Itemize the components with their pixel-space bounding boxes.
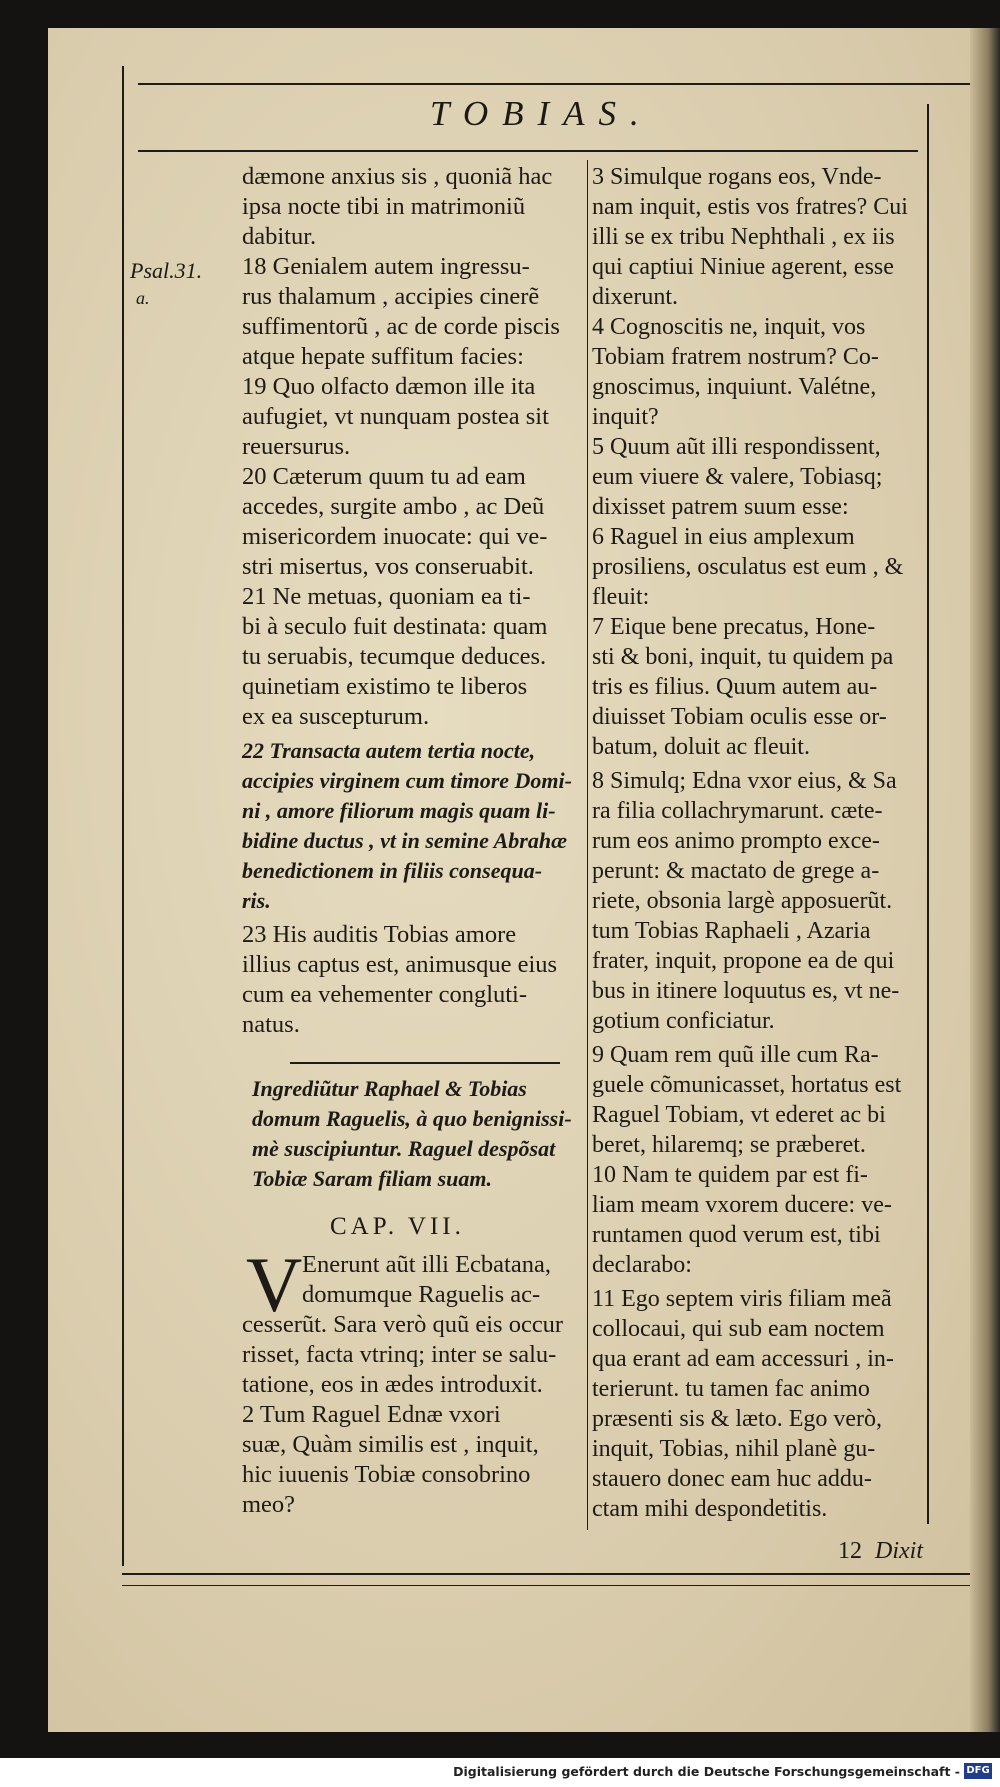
text-line: diuisset Tobiam oculis esse or- (592, 704, 887, 730)
text-line: eum viuere & valere, Tobiasq; (592, 464, 883, 490)
italic-verse-line: ris. (242, 888, 271, 913)
text-line: 23 His auditis Tobias amore (242, 921, 517, 948)
text-line: beret, hilaremq; se præberet. (592, 1132, 866, 1158)
summary-rule (290, 1062, 560, 1064)
summary-line: Ingrediũtur Raphael & Tobias (252, 1076, 527, 1101)
margin-note-psalm: Psal.31. (130, 258, 203, 283)
text-line: sti & boni, inquit, tu quidem pa (592, 644, 894, 670)
text-line: 2 Tum Raguel Ednæ vxori (242, 1401, 501, 1428)
text-line: tu seruabis, tecumque deduces. (242, 643, 547, 670)
text-line: frater, inquit, propone ea de qui (592, 948, 895, 974)
text-line: bus in itinere loquutus es, vt ne- (592, 978, 900, 1004)
text-line: meo? (242, 1491, 296, 1518)
text-line: aufugiet, vt nunquam postea sit (242, 403, 549, 430)
text-line: ra filia collachrymarunt. cæte- (592, 798, 883, 824)
signature-mark: 12 (838, 1538, 862, 1564)
text-line: gnoscimus, inquiunt. Valétne, (592, 374, 877, 400)
text-line: stri misertus, vos conseruabit. (242, 553, 534, 580)
text-line: stauero donec eam huc addu- (592, 1466, 872, 1492)
text-line: qui captiui Niniue agerent, esse (592, 254, 894, 280)
text-line: qua erant ad eam accessuri , in- (592, 1346, 894, 1372)
chapter-number: CAP. VII. (330, 1213, 465, 1240)
italic-verse-line: accipies virginem cum timore Domi- (242, 768, 572, 793)
text-line: guele cõmunicasset, hortatus est (592, 1072, 902, 1098)
text-line: suffimentorũ , ac de corde piscis (242, 313, 560, 340)
text-line: cum ea vehementer congluti- (242, 981, 528, 1008)
text-line: 18 Genialem autem ingressu- (242, 253, 530, 280)
text-line: accedes, surgite ambo , ac Deũ (242, 493, 545, 520)
text-line: terierunt. tu tamen fac animo (592, 1376, 870, 1402)
italic-verse-line: benedictionem in filiis consequa- (242, 858, 543, 883)
dfg-logo-icon: DFG (964, 1763, 992, 1779)
summary-line: mè suscipiuntur. Raguel despõsat (252, 1136, 556, 1161)
text-line: reuersurus. (242, 433, 351, 460)
text-line: 6 Raguel in eius amplexum (592, 524, 855, 550)
left-frame-rule (122, 66, 124, 1566)
header-rule (138, 150, 918, 152)
italic-verse-line: ni , amore filiorum magis quam li- (242, 798, 556, 823)
text-line: 21 Ne metuas, quoniam ea ti- (242, 583, 531, 610)
text-line: bi à seculo fuit destinata: quam (242, 613, 548, 640)
text-line: 9 Quam rem quũ ille cum Ra- (592, 1042, 879, 1068)
text-line: 5 Quum aũt illi respondissent, (592, 434, 881, 460)
text-line: batum, doluit ac fleuit. (592, 734, 810, 760)
text-line: natus. (242, 1011, 300, 1038)
catchword: Dixit (875, 1538, 923, 1564)
bottom-rule (122, 1573, 970, 1575)
text-line: misericordem inuocate: qui ve- (242, 523, 548, 550)
text-line: riete, obsonia largè apposuerũt. (592, 888, 893, 914)
column-divider (587, 160, 588, 1530)
text-line: illius captus est, animusque eius (242, 951, 558, 978)
text-line: fleuit: (592, 584, 650, 610)
text-line: cesserũt. Sara verò quũ eis occur (242, 1311, 564, 1338)
text-line: prosiliens, osculatus est eum , & (592, 554, 904, 580)
text-line: liam meam vxorem ducere: ve- (592, 1192, 892, 1218)
text-line: 19 Quo olfacto dæmon ille ita (242, 373, 536, 400)
text-line: 8 Simulq; Edna vxor eius, & Sa (592, 768, 897, 794)
text-line: tatione, eos in ædes introduxit. (242, 1371, 543, 1398)
margin-note-letter: a. (136, 288, 150, 308)
text-line: Tobiam fratrem nostrum? Co- (592, 344, 879, 370)
text-line: dabitur. (242, 223, 317, 250)
summary-line: domum Raguelis, à quo benignissi- (252, 1106, 572, 1131)
summary-line: Tobiæ Saram filiam suam. (252, 1166, 493, 1191)
italic-verse-line: bidine ductus , vt in semine Abrahæ (242, 828, 567, 853)
text-line: Raguel Tobiam, vt ederet ac bi (592, 1102, 886, 1128)
text-line: risset, facta vtrinq; inter se salu- (242, 1341, 557, 1368)
drop-cap-initial: V (246, 1241, 303, 1328)
text-line: præsenti sis & læto. Ego verò, (592, 1406, 882, 1432)
page-edge (970, 28, 1000, 1732)
text-line: 7 Eique bene precatus, Hone- (592, 614, 876, 640)
text-line: Enerunt aũt illi Ecbatana, (302, 1251, 551, 1278)
text-line: 4 Cognoscitis ne, inquit, vos (592, 314, 866, 340)
running-head: TOBIAS. (430, 94, 653, 133)
text-line: 10 Nam te quidem par est fi- (592, 1162, 868, 1188)
text-line: ipsa nocte tibi in matrimoniũ (242, 193, 526, 220)
text-line: quinetiam existimo te liberos (242, 673, 528, 700)
funding-notice: Digitalisierung gefördert durch die Deutsche Forschungsgemeinschaft - (453, 1764, 960, 1779)
top-rule (138, 83, 970, 85)
text-line: atque hepate suffitum facies: (242, 343, 524, 370)
text-line: perunt: & mactato de grege a- (592, 858, 880, 884)
text-line: 11 Ego septem viris filiam meã (592, 1286, 892, 1312)
italic-verse-line: 22 Transacta autem tertia nocte, (242, 738, 536, 763)
text-line: rum eos animo prompto exce- (592, 828, 880, 854)
lower-frame-rule (122, 1585, 970, 1586)
text-line: inquit? (592, 404, 659, 430)
text-line: collocaui, qui sub eam noctem (592, 1316, 885, 1342)
text-line: inquit, Tobias, nihil planè gu- (592, 1436, 876, 1462)
text-line: nam inquit, estis vos fratres? Cui (592, 194, 908, 220)
text-line: ex ea suscepturum. (242, 703, 430, 730)
text-line: dixisset patrem suum esse: (592, 494, 849, 520)
text-line: hic iuuenis Tobiæ consobrino (242, 1461, 531, 1488)
text-line: gotium conficiatur. (592, 1008, 775, 1034)
text-line: rus thalamum , accipies cinerẽ (242, 283, 540, 310)
text-line: ctam mihi despondetitis. (592, 1496, 828, 1522)
text-line: illi se ex tribu Nephthali , ex iis (592, 224, 895, 250)
text-line: dixerunt. (592, 284, 678, 310)
right-frame-rule (927, 104, 929, 1524)
text-line: tris es filius. Quum autem au- (592, 674, 878, 700)
text-line: domumque Raguelis ac- (302, 1281, 541, 1308)
text-line: 20 Cæterum quum tu ad eam (242, 463, 526, 490)
text-line: declarabo: (592, 1252, 692, 1278)
text-line: runtamen quod verum est, tibi (592, 1222, 881, 1248)
text-line: dæmone anxius sis , quoniã hac (242, 163, 553, 190)
text-line: tum Tobias Raphaeli , Azaria (592, 918, 871, 944)
text-line: suæ, Quàm similis est , inquit, (242, 1431, 539, 1458)
text-line: 3 Simulque rogans eos, Vnde- (592, 164, 882, 190)
